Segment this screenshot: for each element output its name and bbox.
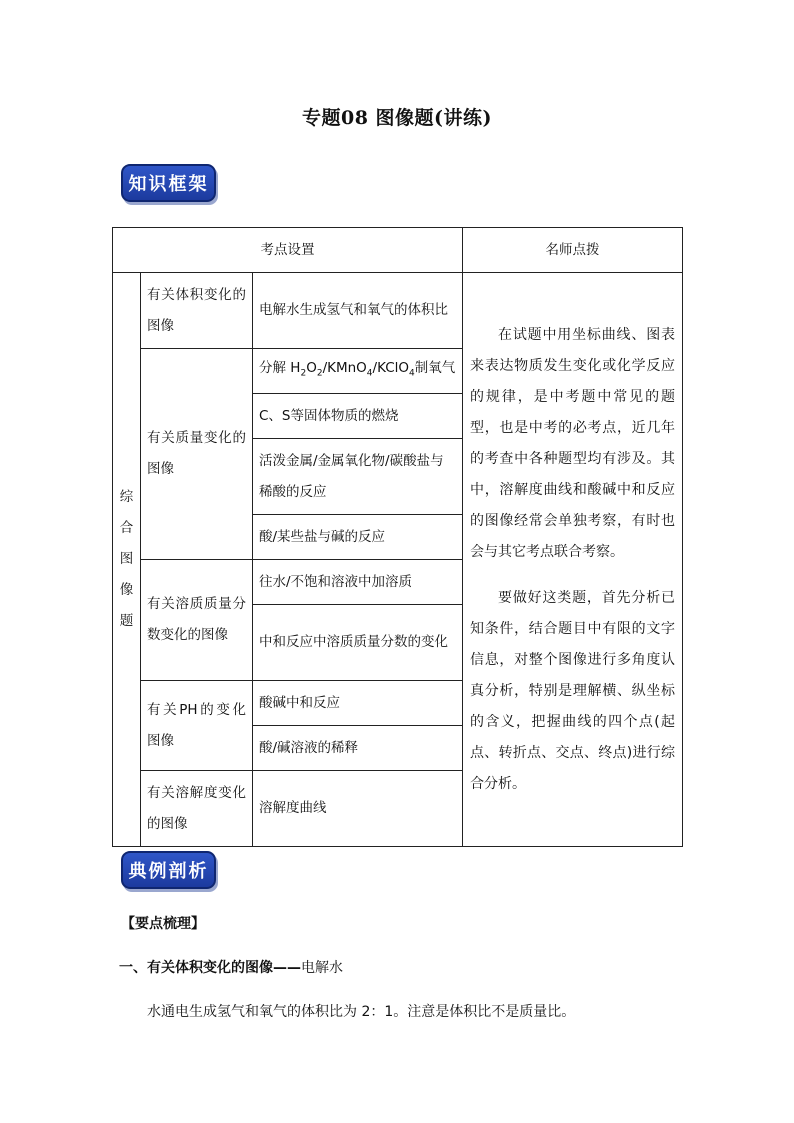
category-solute: 有关溶质质量分数变化的图像 — [141, 560, 253, 681]
item-mass-1: 分解 $H_2O_2/KMnO_4/KClO_4$制氧气 — [253, 349, 463, 394]
item-volume-1: 电解水生成氢气和氧气的体积比 — [253, 273, 463, 349]
item-mass-3: 活泼金属/金属氧化物/碳酸盐与稀酸的反应 — [253, 439, 463, 515]
item-ph-1: 酸碱中和反应 — [253, 681, 463, 726]
group-label: 综 合 图 像 题 — [113, 273, 141, 847]
header-teacher-tips: 名师点拨 — [463, 228, 683, 273]
knowledge-table — [112, 227, 683, 847]
category-volume: 有关体积变化的图像 — [141, 273, 253, 349]
section-heading-1: 一、有关体积变化的图像——电解水 — [119, 960, 343, 976]
category-ph: 有关PH的变化图像 — [141, 681, 253, 771]
item-solubility-1: 溶解度曲线 — [253, 771, 463, 847]
item-mass-4: 酸/某些盐与碱的反应 — [253, 515, 463, 560]
teacher-tips — [463, 273, 683, 847]
page-title: 专题08 图像题(讲练) — [301, 107, 493, 129]
header-exam-points: 考点设置 — [113, 228, 463, 273]
item-mass-2: C、S等固体物质的燃烧 — [253, 394, 463, 439]
item-solute-1: 往水/不饱和溶液中加溶质 — [253, 560, 463, 605]
section-paragraph-1: 水通电生成氢气和氧气的体积比为 2：1。注意是体积比不是质量比。 — [147, 1004, 576, 1020]
tip-paragraph-2: 要做好这类题，首先分析已知条件，结合题目中有限的文字信息，对整个图像进行多角度认真分析，特别是理解横、纵坐标的含义，把握曲线的四个点(起点、转折点、交点、终点)进行综合分析。 — [470, 589, 676, 792]
examples-badge: 典例剖析 — [121, 851, 216, 889]
item-solute-2: 中和反应中溶质质量分数的变化 — [253, 605, 463, 681]
item-ph-2: 酸/碱溶液的稀释 — [253, 726, 463, 771]
category-solubility: 有关溶解度变化的图像 — [141, 771, 253, 847]
framework-badge: 知识框架 — [121, 164, 216, 202]
category-mass: 有关质量变化的图像 — [141, 349, 253, 560]
points-heading: 【要点梳理】 — [121, 916, 205, 932]
tip-paragraph-1: 在试题中用坐标曲线、图表来表达物质发生变化或化学反应的规律，是中考题中常见的题型，也是中考的必考点，近几年的考查中各种题型均有涉及。其中，溶解度曲线和酸碱中和反应的图像经常会单独考察，有时也会与其它考点联合考察。 — [470, 326, 676, 560]
